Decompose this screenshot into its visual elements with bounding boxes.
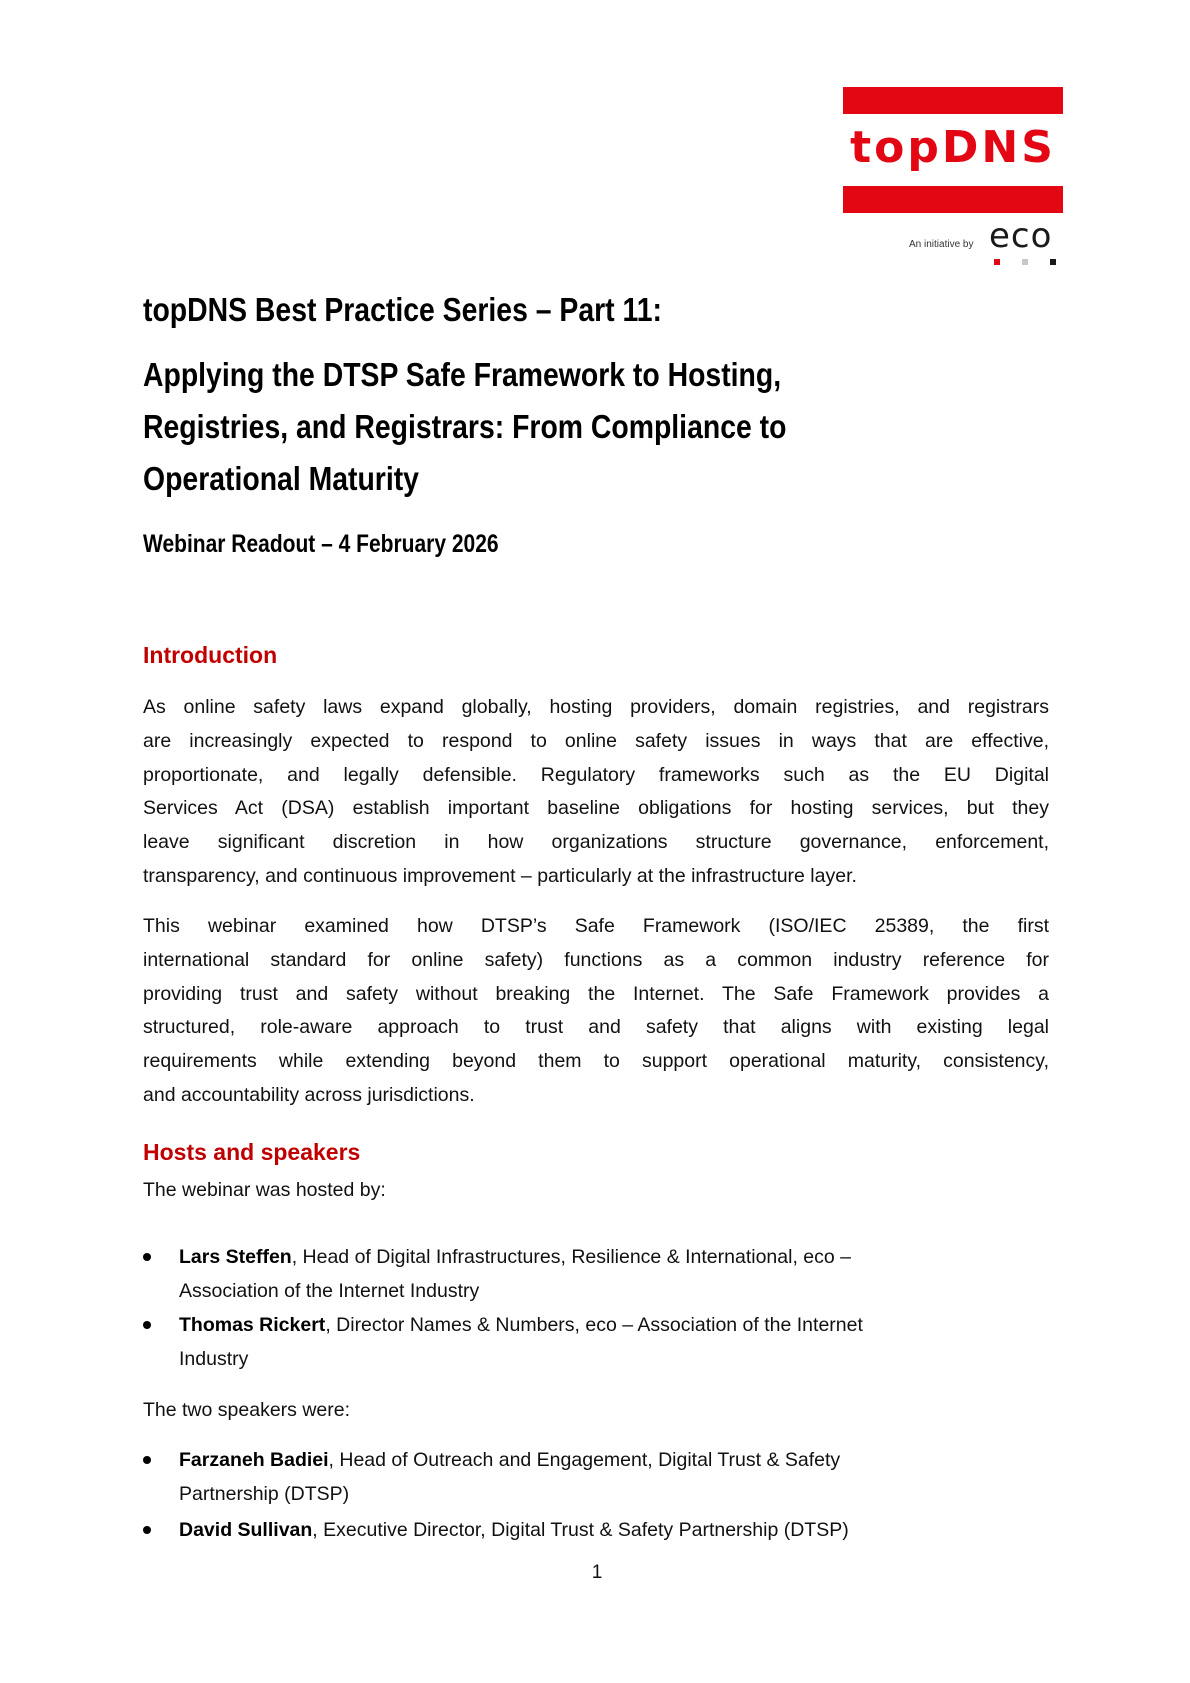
heading-hosts-and-speakers: Hosts and speakers: [143, 1139, 361, 1165]
paragraph-line: requirements while extending beyond them to support operational maturity, consistency,: [143, 1050, 1049, 1073]
host-role: , Head of Digital Infrastructures, Resilience & International, eco –: [291, 1246, 851, 1268]
paragraph-line: Services Act (DSA) establish important baseline obligations for hosting services, but they: [143, 797, 1049, 820]
bullet-icon: [143, 1321, 151, 1329]
introduction-paragraph-1: [143, 691, 1049, 894]
paragraph-line: are increasingly expected to respond to online safety issues in ways that are effective,: [143, 729, 1049, 752]
paragraph-line: This webinar examined how DTSP’s Safe Framework (ISO/IEC 25389, the first: [143, 915, 1049, 937]
eco-dot-grey: [1022, 259, 1028, 265]
document-title-line-1: Applying the DTSP Safe Framework to Hosting,: [143, 356, 782, 393]
paragraph-line: and accountability across jurisdictions.: [143, 1083, 475, 1106]
logo-bottom-bar: [843, 186, 1063, 213]
page-number: 1: [591, 1562, 603, 1583]
host-name: Lars Steffen: [179, 1246, 292, 1268]
host-name: Thomas Rickert: [179, 1314, 326, 1336]
paragraph-line: proportionate, and legally defensible. Regulatory frameworks such as the EU Digital: [143, 763, 1049, 786]
speaker-role: , Head of Outreach and Engagement, Digital Trust & Safety: [328, 1449, 841, 1471]
bullet-icon: [143, 1526, 151, 1534]
paragraph-line: transparency, and continuous improvement – particularly at the infrastructure layer.: [143, 864, 857, 887]
eco-logo-wordmark: eco: [989, 216, 1053, 256]
paragraph-line: leave significant discretion in how organizations structure governance, enforcement,: [143, 831, 1049, 854]
eco-dot-red: [994, 259, 1000, 265]
logo-initiative-label: An initiative by: [909, 239, 974, 250]
eco-dot-black: [1050, 259, 1056, 265]
host-role: , Director Names & Numbers, eco – Association of the Internet: [325, 1314, 863, 1336]
speaker-name: Farzaneh Badiei: [179, 1449, 329, 1471]
paragraph-line: As online safety laws expand globally, hosting providers, domain registries, and registrars: [143, 696, 1049, 718]
hosts-intro-text: The webinar was hosted by:: [143, 1179, 386, 1201]
speaker-role: , Executive Director, Digital Trust & Safety Partnership (DTSP): [312, 1519, 849, 1541]
introduction-paragraph-2: [143, 910, 1049, 1113]
paragraph-line: providing trust and safety without breaking the Internet. The Safe Framework provides a: [143, 982, 1049, 1005]
speaker-name: David Sullivan: [179, 1519, 313, 1541]
bullet-icon: [143, 1253, 151, 1261]
bullet-icon: [143, 1456, 151, 1464]
document-subtitle: Webinar Readout – 4 February 2026: [143, 530, 499, 558]
series-title: topDNS Best Practice Series – Part 11:: [143, 291, 662, 328]
topdns-logo: [843, 87, 1063, 267]
host-role-continued: Industry: [179, 1348, 249, 1370]
host-role-continued: Association of the Internet Industry: [179, 1280, 480, 1302]
heading-introduction: Introduction: [143, 642, 278, 668]
paragraph-line: international standard for online safety) functions as a common industry reference for: [143, 948, 1049, 971]
document-title-line-2: Registries, and Registrars: From Compliance to: [143, 408, 787, 445]
logo-wordmark: topDNS: [850, 122, 1056, 173]
speakers-intro-text: The two speakers were:: [143, 1399, 351, 1421]
speaker-role-continued: Partnership (DTSP): [179, 1483, 350, 1505]
paragraph-line: structured, role-aware approach to trust and safety that aligns with existing legal: [143, 1016, 1049, 1039]
document-title-line-3: Operational Maturity: [143, 460, 419, 497]
logo-top-bar: [843, 87, 1063, 114]
